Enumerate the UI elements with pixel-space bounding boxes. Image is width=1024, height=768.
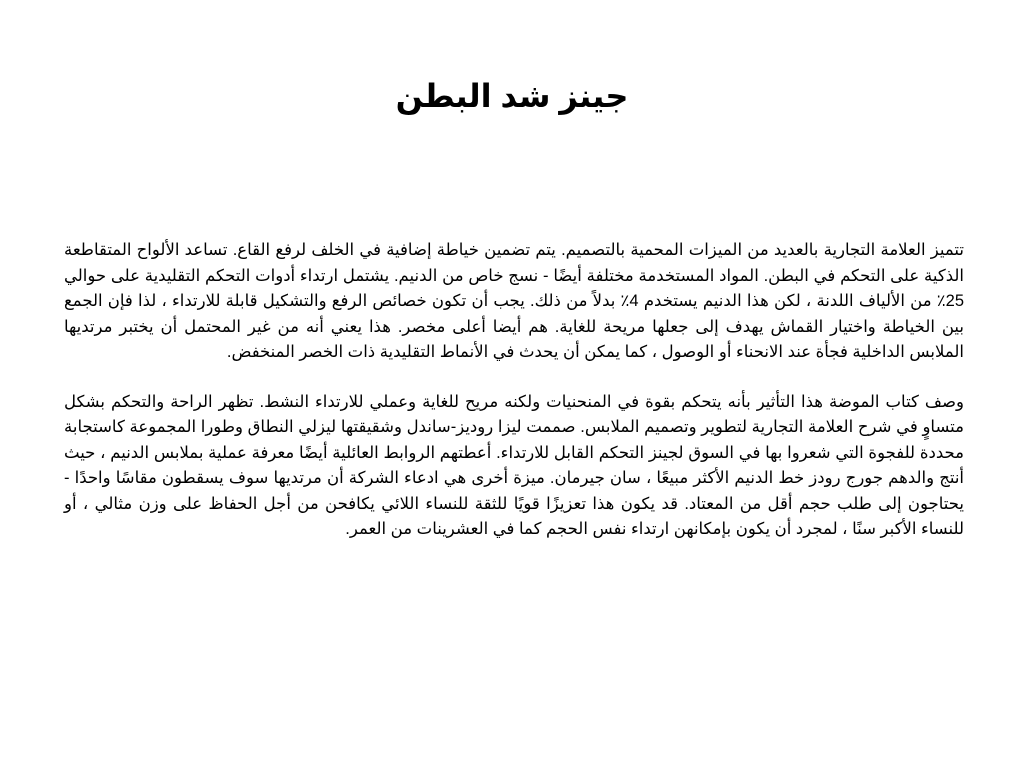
slide-body xyxy=(64,238,964,567)
body-paragraph-1: تتميز العلامة التجارية بالعديد من الميزات المحمية بالتصميم. يتم تضمين خياطة إضافية في الخلف لرفع القاع. تساعد الألواح المتقاطعة الذكية على التحكم في البطن. المواد المستخدمة مختلفة أيضًا - نسج خاص من الدنيم. يشتمل ارتداء أدوات التحكم التقليدية على حوالي 25٪ من الألياف اللدنة ، لكن هذا الدنيم يستخدم 4٪ بدلاً من ذلك. يجب أن تكون خصائص الرفع والتشكيل قابلة للارتداء ، لذا فإن الجمع بين الخياطة واختيار القماش يهدف إلى جعلها مريحة للغاية. هم أيضا أعلى مخصر. هذا يعني أنه من غير المحتمل أن يختبر مرتديها الملابس الداخلية فجأة عند الانحناء أو الوصول ، كما يمكن أن يحدث في الأنماط التقليدية ذات الخصر المنخفض. xyxy=(64,241,964,361)
body-paragraph-2: وصف كتاب الموضة هذا التأثير بأنه يتحكم بقوة في المنحنيات ولكنه مريح للغاية وعملي للارتداء النشط. تظهر الراحة والتحكم بشكل متساوٍ في شرح العلامة التجارية لتطوير وتصميم الملابس. صممت ليزا روديز-ساندل وشقيقتها ليزلي النطاق وطورا المجموعة كاستجابة محددة للفجوة التي شعروا بها في السوق لجينز التحكم القابل للارتداء. أعطتهم الروابط العائلية أيضًا معرفة عملية بملابس الدنيم ، حيث أنتج والدهم جورج رودز خط الدنيم الأكثر مبيعًا ، سان جيرمان. ميزة أخرى هي ادعاء الشركة أن مرتديها سوف يسقطون مقاسًا واحدًا - يحتاجون إلى طلب حجم أقل من المعتاد. قد يكون هذا تعزيزًا قويًا للثقة للنساء اللائي يكافحن من أجل الحفاظ على وزن مثالي ، أو للنساء الأكبر سنًا ، لمجرد أن يكون بإمكانهن ارتداء نفس الحجم كما في العشرينات من العمر. xyxy=(64,392,964,538)
slide-title: جينز شد البطن xyxy=(395,78,629,114)
